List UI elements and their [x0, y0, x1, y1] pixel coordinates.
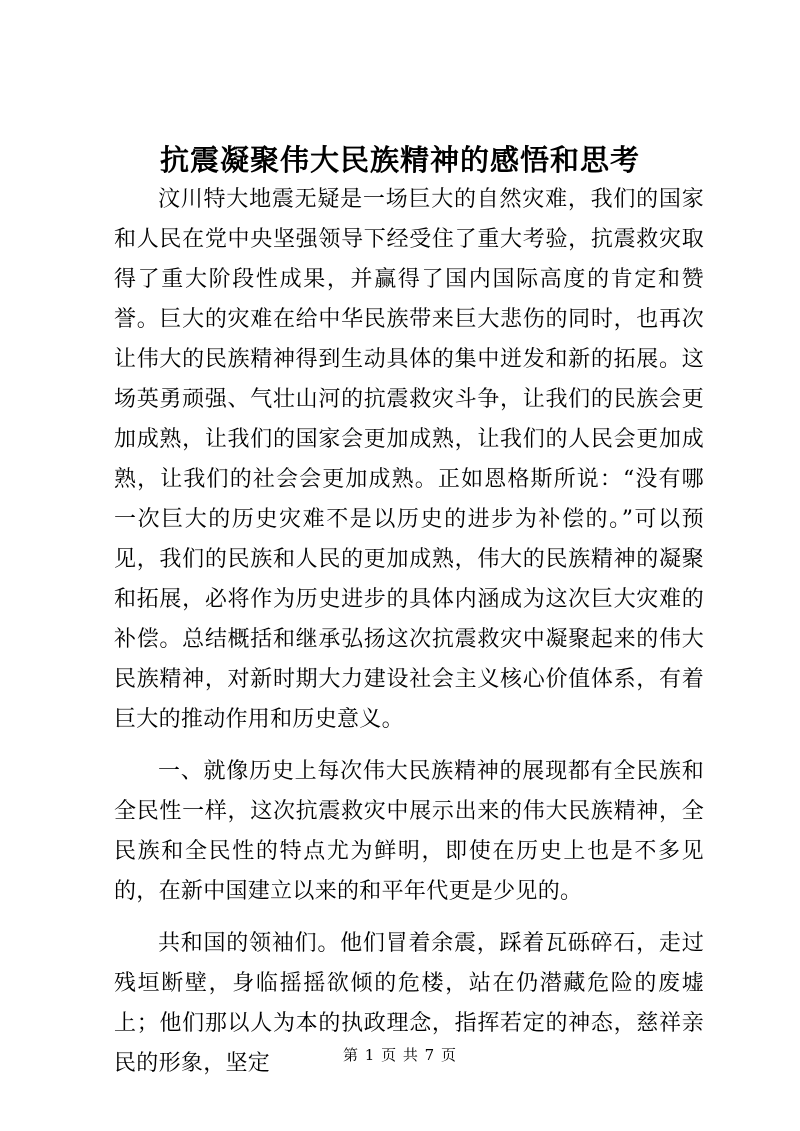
document-body: [114, 180, 704, 1084]
page-number-footer: 第 1 页 共 7 页: [343, 1046, 457, 1064]
document-title: 抗震凝聚伟大民族精神的感悟和思考: [159, 143, 640, 177]
paragraph-section-one: 一、就像历史上每次伟大民族精神的展现都有全民族和全民性一样，这次抗震救灾中展示出来的伟大民族精神，全民族和全民性的特点尤为鲜明，即使在历史上也是不多见的，在新中国建立以来的和平年代更是少见的。: [114, 759, 704, 904]
paragraph-leaders: 共和国的领袖们。他们冒着余震，踩着瓦砾碎石，走过残垣断壁，身临摇摇欲倾的危楼，站在仍潜藏危险的废墟上；他们那以人为本的执政理念，指挥若定的神态，慈祥亲民的形象，坚定: [114, 931, 704, 1076]
paragraph-intro: 汶川特大地震无疑是一场巨大的自然灾难，我们的国家和人民在党中央坚强领导下经受住了重大考验，抗震救灾取得了重大阶段性成果，并赢得了国内国际高度的肯定和赞誉。巨大的灾难在给中华民族带来巨大悲伤的同时，也再次让伟大的民族精神得到生动具体的集中迸发和新的拓展。这场英勇顽强、气壮山河的抗震救灾斗争，让我们的民族会更加成熟，让我们的国家会更加成熟，让我们的人民会更加成熟，让我们的社会会更加成熟。正如恩格斯所说：“没有哪一次巨大的历史灾难不是以历史的进步为补偿的。”可以预见，我们的民族和人民的更加成熟，伟大的民族精神的凝聚和拓展，必将作为历史进步的具体内涵成为这次巨大灾难的补偿。总结概括和继承弘扬这次抗震救灾中凝聚起来的伟大民族精神，对新时期大力建设社会主义核心价值体系，有着巨大的推动作用和历史意义。: [114, 187, 704, 732]
